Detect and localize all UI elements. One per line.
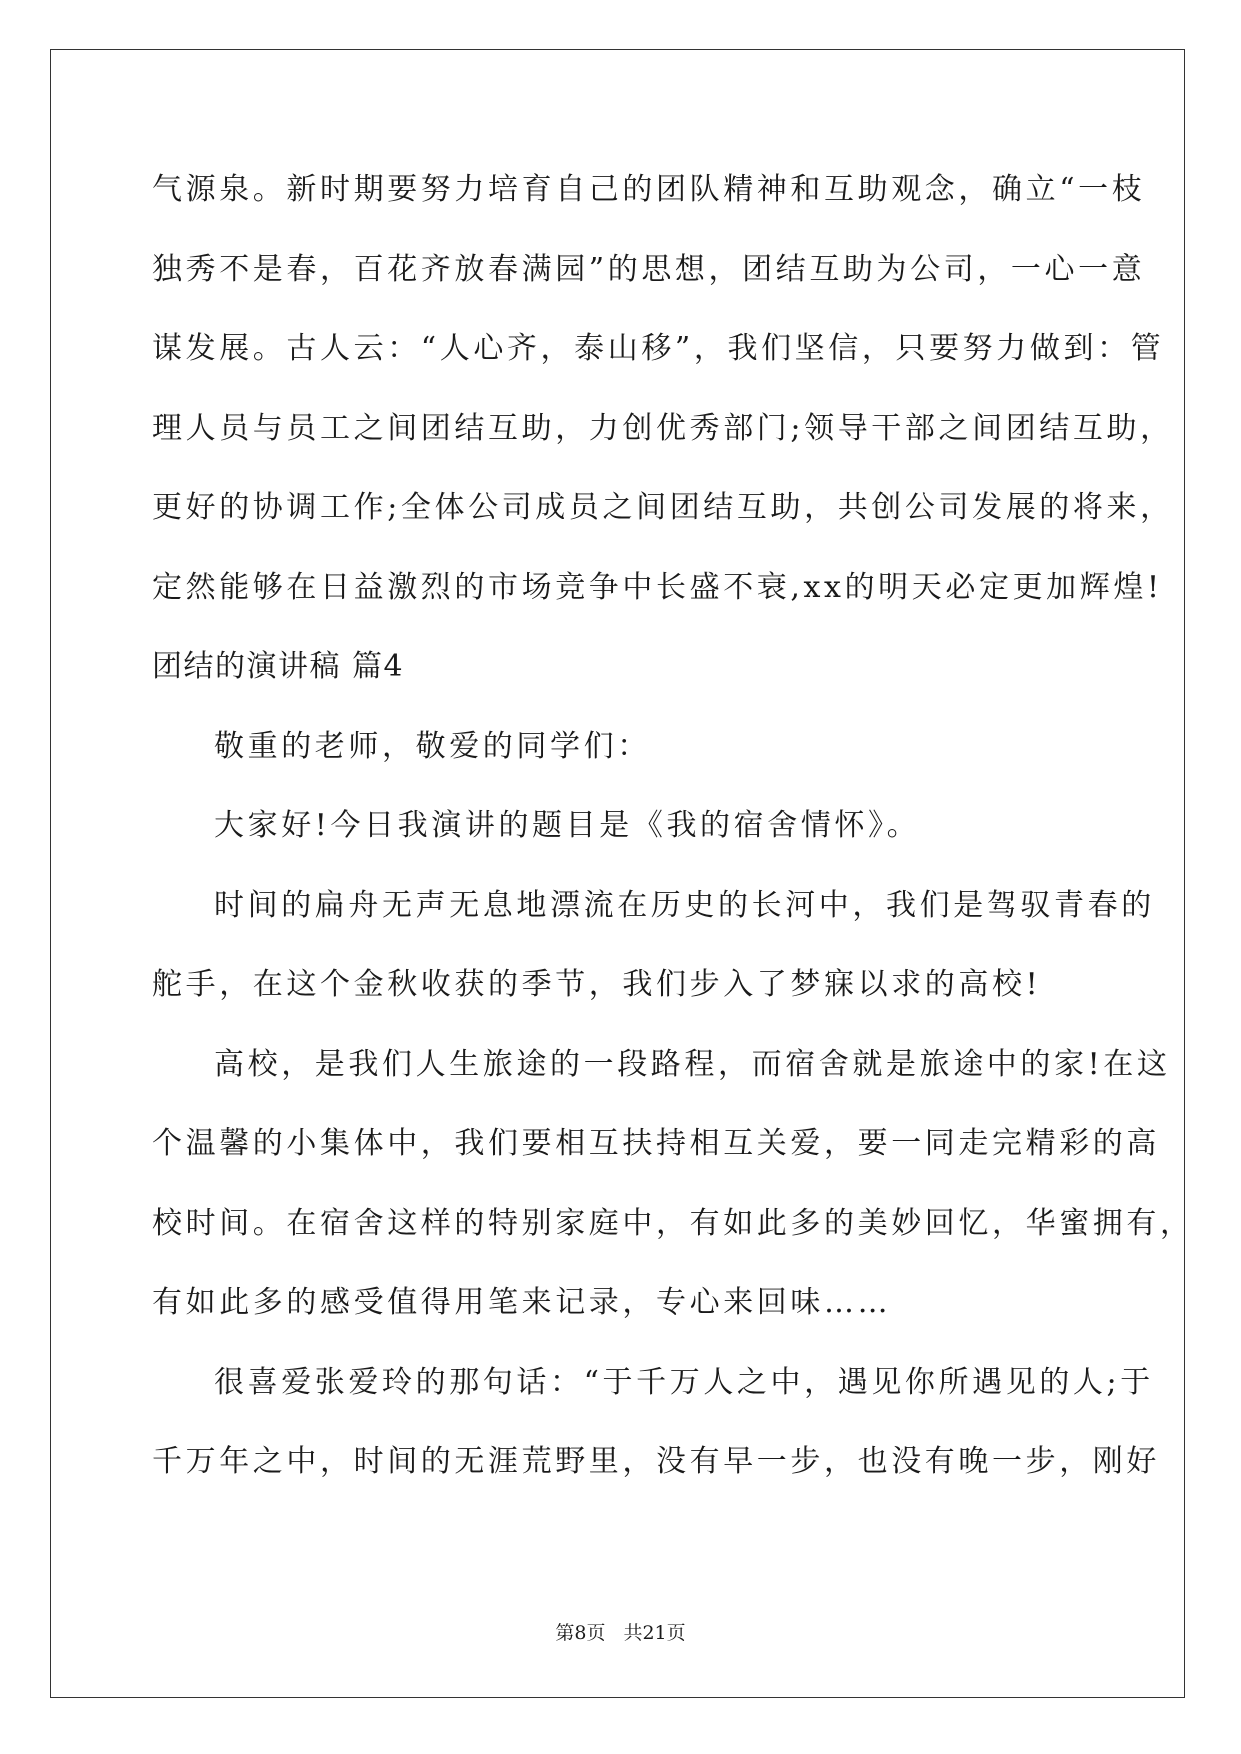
text-line: 更好的协调工作;全体公司成员之间团结互助，共创公司发展的将来， [152, 490, 1174, 525]
page-total: 共21页 [623, 1622, 686, 1644]
document-body [152, 162, 1194, 1514]
paragraph-line: 时间的扁舟无声无息地漂流在历史的长河中，我们是驾驭青春的 [214, 887, 1155, 923]
salutation-line: 敬重的老师，敬爱的同学们： [214, 728, 651, 764]
section-heading: 团结的演讲稿 篇4 [152, 649, 405, 684]
paragraph-line: 个温馨的小集体中，我们要相互扶持相互关爱，要一同走完精彩的高 [152, 1126, 1160, 1161]
text-line: 定然能够在日益激烈的市场竞争中长盛不衰,xx的明天必定更加辉煌! [152, 569, 1163, 605]
paragraph-line: 校时间。在宿舍这样的特别家庭中，有如此多的美妙回忆，华蜜拥有， [152, 1205, 1194, 1241]
text-line: 谋发展。古人云：“人心齐，泰山移”，我们坚信，只要努力做到：管 [152, 331, 1165, 366]
paragraph-line: 高校，是我们人生旅途的一段路程，而宿舍就是旅途中的家!在这 [214, 1046, 1171, 1082]
paragraph-line: 千万年之中，时间的无涯荒野里，没有早一步，也没有晚一步，刚好 [152, 1444, 1160, 1479]
text-line: 独秀不是春，百花齐放春满园”的思想，团结互助为公司，一心一意 [152, 251, 1146, 287]
paragraph-line: 很喜爱张爱玲的那句话：“于千万人之中，遇见你所遇见的人;于 [214, 1364, 1154, 1400]
page-number: 第8页 [555, 1622, 606, 1644]
greeting-line: 大家好!今日我演讲的题目是《我的宿舍情怀》。 [214, 808, 921, 843]
paragraph-line: 舵手，在这个金秋收获的季节，我们步入了梦寐以求的高校! [152, 967, 1042, 1002]
page-footer [0, 1618, 1241, 1645]
paragraph-line: 有如此多的感受值得用笔来记录，专心来回味…… [152, 1285, 892, 1320]
text-line: 气源泉。新时期要努力培育自己的团队精神和互助观念，确立“一枝 [152, 172, 1146, 207]
text-line: 理人员与员工之间团结互助，力创优秀部门;领导干部之间团结互助， [152, 410, 1174, 446]
